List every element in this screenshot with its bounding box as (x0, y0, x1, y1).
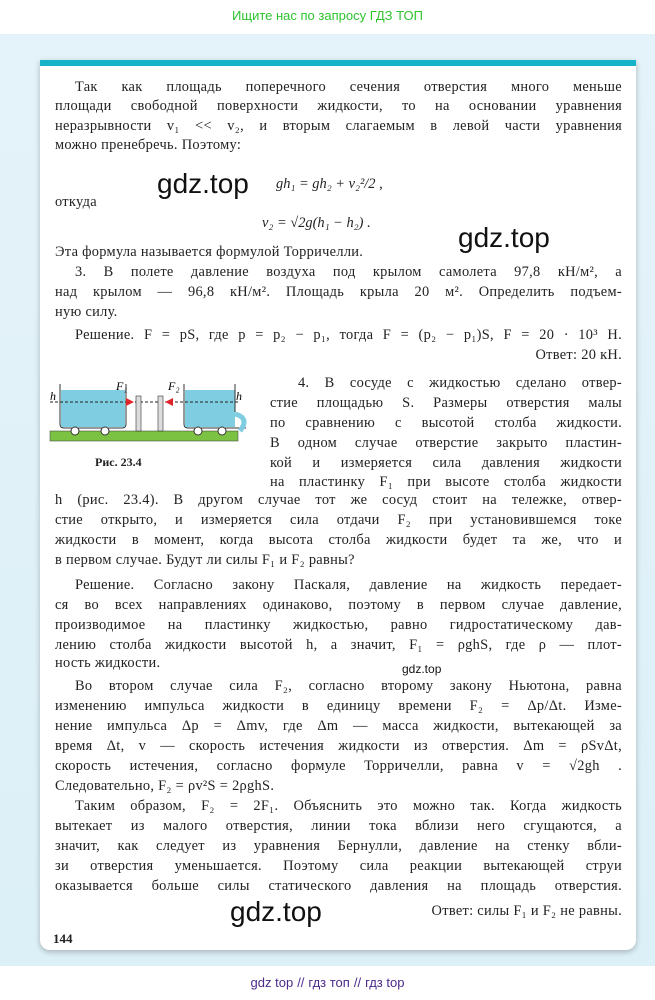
separator: // (353, 975, 362, 990)
text-line: лению столба жидкости высотой h, а значит, F₁ = ρghS, где ρ — плот- (55, 637, 622, 653)
separator: // (297, 975, 305, 990)
text-line: значит, как следует из уравнения Бернулли, давление на стенку вбли- (55, 838, 622, 854)
text-line: Во втором случае сила F₂, согласно второму закону Ньютона, равна (75, 678, 622, 694)
arrow-f2-icon (165, 398, 173, 406)
text-line: Ответ: силы F₁ и F₂ не равны. (431, 903, 622, 919)
text-line: в первом случае. Будут ли силы F₁ и F₂ равны? (55, 552, 355, 568)
text-line: Следовательно, F₂ = ρv²S = 2ρghS. (55, 778, 275, 794)
figure-caption: Рис. 23.4 (95, 455, 142, 469)
watermark: gdz.top (402, 662, 442, 676)
text-line: по сравнению с высотой столба жидкости. (270, 415, 622, 431)
watermark: gdz.top (458, 222, 550, 253)
text-line: откуда (55, 194, 97, 210)
text-line: нение импульса Δp = Δmv, где Δm — масса жидкости, вытекающей за (55, 718, 622, 734)
footer-link[interactable]: гдз top (365, 975, 405, 990)
label-h-right: h (236, 389, 242, 403)
text-line: стие площадью S. Размеры отверстия малы (270, 395, 622, 411)
figure-23-4 (50, 376, 240, 451)
text-line: h (рис. 23.4). В другом случае тот же сосуд стоит на тележке, отвер- (55, 492, 622, 508)
text-line: стие открыто, и измеряется сила отдачи F₂ при установившемся токе (55, 512, 622, 528)
text-line: неразрывности v₁ << v₂, и вторым слагаемым в левой части уравнения (55, 118, 622, 134)
label-f2: F₂ (168, 379, 180, 393)
water-right (185, 390, 235, 427)
text-line: 4. В сосуде с жидкостью сделано отвер- (298, 375, 622, 391)
text-line: ность жидкости. (55, 655, 161, 671)
formula-bernoulli: gh₁ = gh₂ + v₂²/2 , (276, 176, 383, 192)
text-line: площади свободной поверхности жидкости, то на основании уравнения (55, 98, 622, 114)
text-line: оказывается больше силы статического давления на площадь отверстия. (55, 878, 622, 894)
text-line: Эта формула называется формулой Торричелли. (55, 244, 364, 260)
text-line: жидкости в момент, когда высота столба жидкости будет та же, что и (55, 532, 622, 548)
label-h-left: h (50, 389, 56, 403)
watermark: gdz.top (230, 896, 322, 927)
text-line: ную силу. (55, 304, 118, 320)
watermark: gdz.top (157, 168, 249, 199)
label-f1: F₁ (116, 379, 128, 393)
text-line: на пластинку F₁ при высоте столба жидкости (270, 474, 622, 490)
arrow-f1-icon (126, 398, 134, 406)
water-left (61, 390, 125, 427)
search-hint: Ищите нас по запросу ГДЗ ТОП (232, 8, 423, 23)
formula-torricelli: v₂ = √2g(h₁ − h₂) . (262, 215, 371, 231)
text-line: Ответ: 20 кН. (535, 347, 622, 363)
footer (0, 966, 655, 1000)
page-accent-bar (40, 60, 636, 66)
text-line: Так как площадь поперечного сечения отверстия много меньше (75, 79, 622, 95)
page-number: 144 (53, 931, 73, 946)
text-line: Таким образом, F₂ = 2F₁. Объяснить это можно так. Когда жидкость (75, 798, 622, 814)
footer-link[interactable]: гдз топ (308, 975, 350, 990)
text-line: производимое на пластинку жидкостью, равно гидростатическому дав- (55, 617, 622, 633)
text-line: В одном случае отверстие закрыто пластин- (270, 435, 622, 451)
text-line: изменению импульса жидкости в единицу времени F₂ = Δp/Δt. Изме- (55, 698, 622, 714)
footer-link[interactable]: gdz top (250, 975, 294, 990)
text-line: 3. В полете давление воздуха под крылом самолета 97,8 кН/м², а (75, 264, 622, 280)
text-line: над крылом — 96,8 кН/м². Площадь крыла 20 м². Определить подъем- (55, 284, 622, 300)
text-line: Решение. F = pS, где p = p₂ − p₁, тогда F = (p₂ − p₁)S, F = 20 · 10³ Н. (75, 327, 622, 343)
plate-left (136, 396, 141, 431)
plate-right (158, 396, 163, 431)
text-line: Решение. Согласно закону Паскаля, давление на жидкость передает- (75, 577, 622, 593)
text-line: кой и измеряется сила давления жидкости (270, 455, 622, 471)
text-line: можно пренебречь. Поэтому: (55, 137, 242, 153)
text-line: время Δt, v — скорость истечения жидкости из отверстия. Δm = ρSvΔt, (55, 738, 622, 754)
text-line: скорость истечения, согласно формуле Торричелли, равна v = √2gh . (55, 758, 622, 774)
text-line: вытекает из малого отверстия, линии тока вблизи него сгущаются, а (55, 818, 622, 834)
top-banner (0, 0, 655, 34)
text-line: зи отверстия уменьшается. Поэтому сила реакции вытекающей струи (55, 858, 622, 874)
text-line: ся во всех направлениях одинаково, поэтому в первом случае давление, (55, 597, 622, 613)
